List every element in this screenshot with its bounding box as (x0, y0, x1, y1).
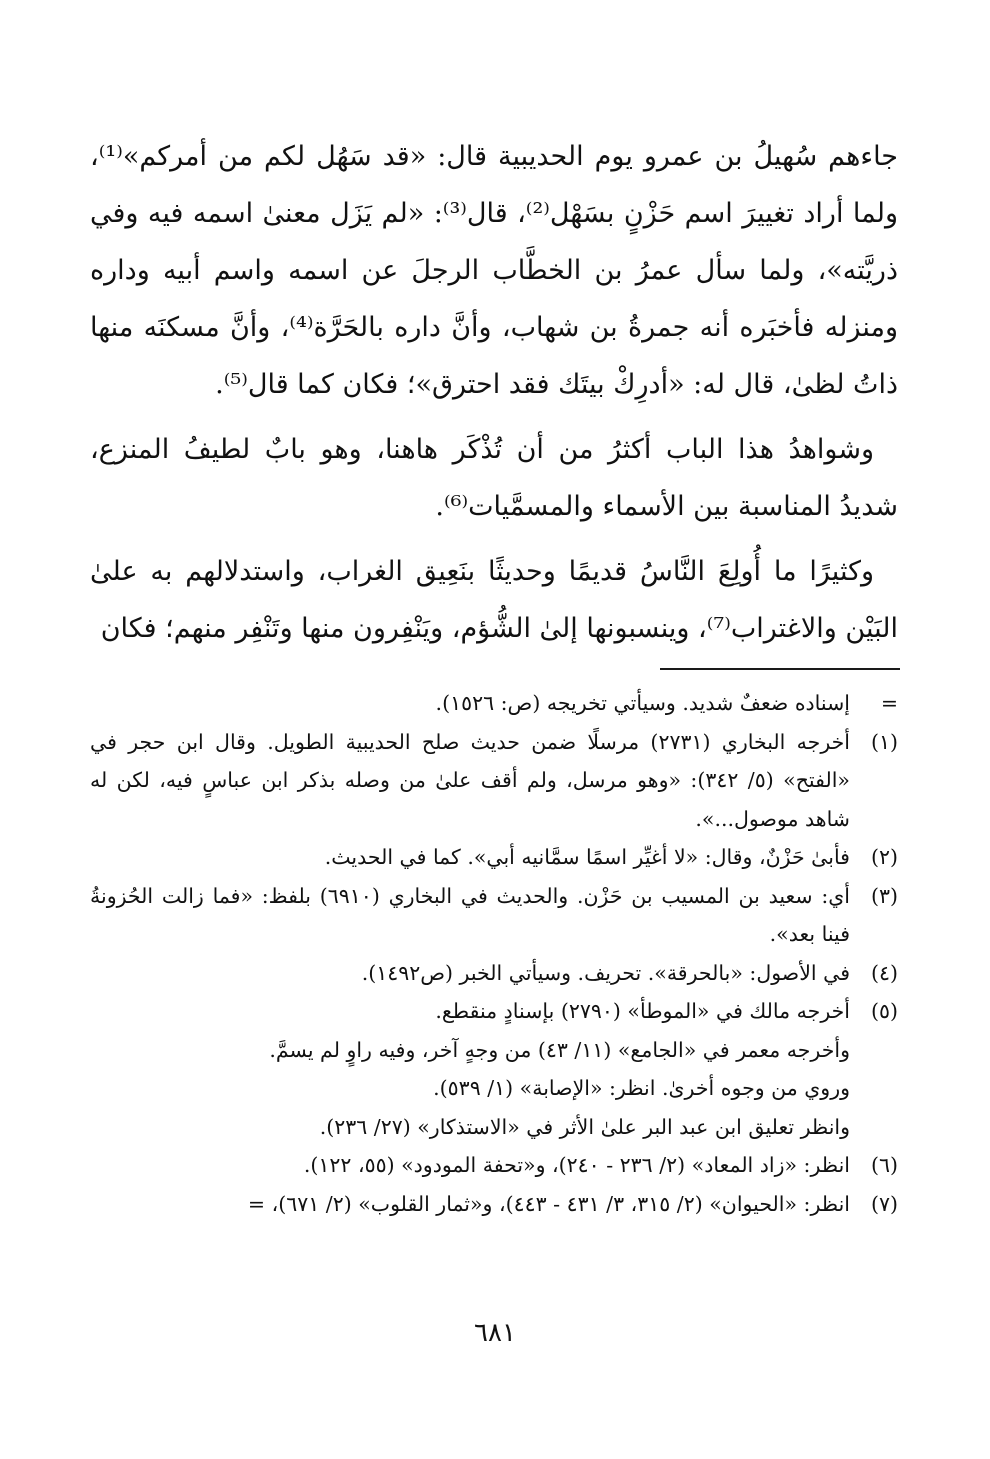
footnote-text (90, 1146, 850, 1185)
footnote-number: (٣) (870, 883, 898, 908)
footnote-line: أخرجه البخاري (٢٧٣١) مرسلًا ضمن حديث صلح الحديبية الطويل. وقال ابن حجر في «الفتح» (٥/ ٣٤٢): «وهو مرسل، ولم أقف علىٰ من وصله بذكر ابن عباسٍ فيه، لكن له شاهد موصول...». (90, 729, 851, 831)
footnote-4 (90, 954, 898, 993)
footnote-number: (١) (870, 729, 898, 754)
footnote-line: أي: سعيد بن المسيب بن حَزْن. والحديث في البخاري (٦٩١٠) بلفظ: «فما زالت الحُزونةُ فينا بعد». (90, 883, 850, 946)
footnote-number: (٤) (870, 960, 898, 985)
footnote-text (90, 954, 850, 993)
footnote-6 (90, 1146, 898, 1185)
footnote-line: انظر: «زاد المعاد» (٢/ ٢٣٦ - ٢٤٠)، و«تحفة المودود» (٥٥، ١٢٢). (303, 1153, 850, 1177)
page-number: ٦٨١ (474, 1318, 516, 1348)
footnote-7 (90, 1185, 898, 1224)
footnote-line: وانظر تعليق ابن عبد البر علىٰ الأثر في «الاستذكار» (٢٧/ ٢٣٦). (319, 1114, 850, 1139)
footnote-1 (90, 723, 898, 839)
main-paragraph-1: جاءهم سُهيلُ بن عمرو يوم الحديبية قال: «قد سَهُل لكم من أمركم»⁽¹⁾، ولما أراد تغييرَ اسم حَزْنٍ بسَهْل⁽²⁾، قال⁽³⁾: «لم يَزَل معنىٰ اسمه فيه وفي ذريَّته»، ولما سأل عمرُ بن الخطَّاب الرجلَ عن اسمه واسم أبيه وداره ومنزله فأخبَره أنه جمرةُ بن شهاب، وأنَّ داره بالحَرَّة⁽⁴⁾، وأنَّ مسكنَه منها ذاتُ لظىٰ، قال له: «أدرِكْ بيتَك فقد احترق»؛ فكان كما قال⁽⁵⁾. (90, 141, 899, 400)
footnote-line: إسناده ضعفٌ شديد. وسيأتي تخريجه (ص: ١٥٢٦). (435, 691, 850, 715)
main-paragraph-3: وكثيرًا ما أُولِعَ النَّاسُ قديمًا وحديثًا بنَعِيق الغراب، واستدلالهم به علىٰ البَيْن والاغتراب⁽⁷⁾، وينسبونها إلىٰ الشُّؤم، ويَنْفِرون منها وتَنْفِر منهم؛ فكان (90, 556, 898, 644)
footnote-number: (٢) (870, 845, 898, 869)
footnote-marker: = (880, 691, 898, 715)
footnote-text (90, 992, 850, 1146)
footnote-2 (90, 838, 898, 877)
footnote-line: انظر: «الحيوان» (٢/ ٣١٥، ٣/ ٤٣١ - ٤٤٣)، و«ثمار القلوب» (٢/ ٦٧١)، = (247, 1191, 850, 1216)
footnote-divider (660, 668, 900, 670)
footnote-line: أخرجه مالك في «الموطأ» (٢٧٩٠) بإسنادٍ منقطع. (435, 999, 850, 1023)
footnote-line: وروي من وجوه أخرىٰ. انظر: «الإصابة» (١/ ٥٣٩). (433, 1076, 850, 1100)
footnote-line: وأخرجه معمر في «الجامع» (١١/ ٤٣) من وجهٍ آخر، وفيه راوٍ لم يسمَّ. (269, 1037, 850, 1062)
main-text (90, 128, 898, 665)
footnote-text (90, 877, 850, 954)
footnotes (90, 684, 898, 1223)
footnote-3 (90, 877, 898, 954)
footnote-5 (90, 992, 898, 1146)
footnote-text (90, 723, 850, 839)
footnote-continued (90, 684, 898, 723)
footnote-text (90, 838, 850, 877)
footnote-text (90, 1185, 850, 1224)
footnote-line: في الأصول: «بالحرقة». تحريف. وسيأتي الخبر (ص١٤٩٢). (361, 960, 850, 985)
main-paragraph-2: وشواهدُ هذا الباب أكثرُ من أن تُذْكَر هاهنا، وهو بابٌ لطيفُ المنزع، شديدُ المناسبة بين الأسماء والمسمَّيات⁽⁶⁾. (90, 434, 898, 522)
footnote-number: (٥) (870, 999, 898, 1023)
footnote-line: فأبىٰ حَزْنٌ، وقال: «لا أغيِّر اسمًا سمَّانيه أبي». كما في الحديث. (324, 845, 850, 869)
footnote-number: (٧) (870, 1191, 898, 1216)
footnote-number: (٦) (870, 1153, 898, 1177)
footnote-text (90, 684, 850, 723)
